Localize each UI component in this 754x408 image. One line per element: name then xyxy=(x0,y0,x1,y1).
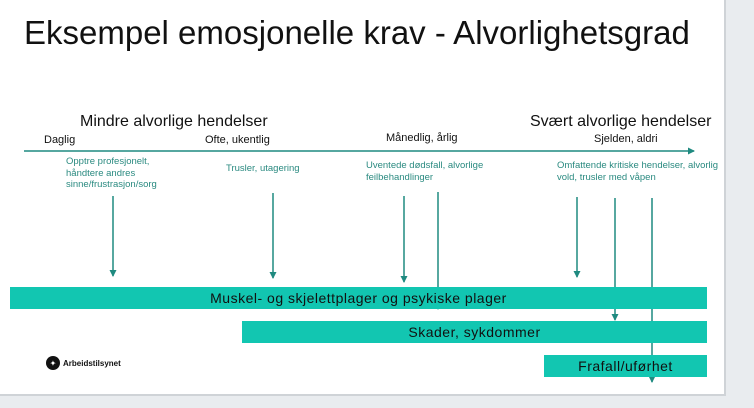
logo-text: Arbeidstilsynet xyxy=(63,358,121,368)
outcome-bar-injuries: Skader, sykdommer xyxy=(242,321,707,343)
slide-border-right xyxy=(724,0,726,394)
slide-title: Eksempel emosjonelle krav - Alvorlighetsgrad xyxy=(24,14,690,51)
header-very-severe: Svært alvorlige hendelser xyxy=(530,113,712,130)
arbeidstilsynet-logo-icon: ✦ xyxy=(46,356,60,370)
frequency-yearly: Månedlig, årlig xyxy=(386,132,458,144)
event-rarely: Omfattende kritiske hendelser, alvorlig vold, trusler med våpen xyxy=(557,160,719,183)
slide-border-bottom xyxy=(0,394,726,396)
frequency-daily: Daglig xyxy=(44,134,76,146)
arbeidstilsynet-logo xyxy=(46,356,121,370)
frequency-rarely: Sjelden, aldri xyxy=(594,133,658,145)
outcome-bar-dropout: Frafall/uførhet xyxy=(544,355,707,377)
event-daily: Opptre profesjonelt, håndtere andres sinne/frustrasjon/sorg xyxy=(66,156,157,190)
event-weekly: Trusler, utagering xyxy=(226,163,300,174)
outcome-bar-musculoskeletal: Muskel- og skjelettplager og psykiske plager xyxy=(10,287,707,309)
frequency-weekly: Ofte, ukentlig xyxy=(205,134,270,146)
event-yearly: Uventede dødsfall, alvorlige feilbehandlinger xyxy=(366,160,484,183)
header-less-severe: Mindre alvorlige hendelser xyxy=(80,113,268,130)
